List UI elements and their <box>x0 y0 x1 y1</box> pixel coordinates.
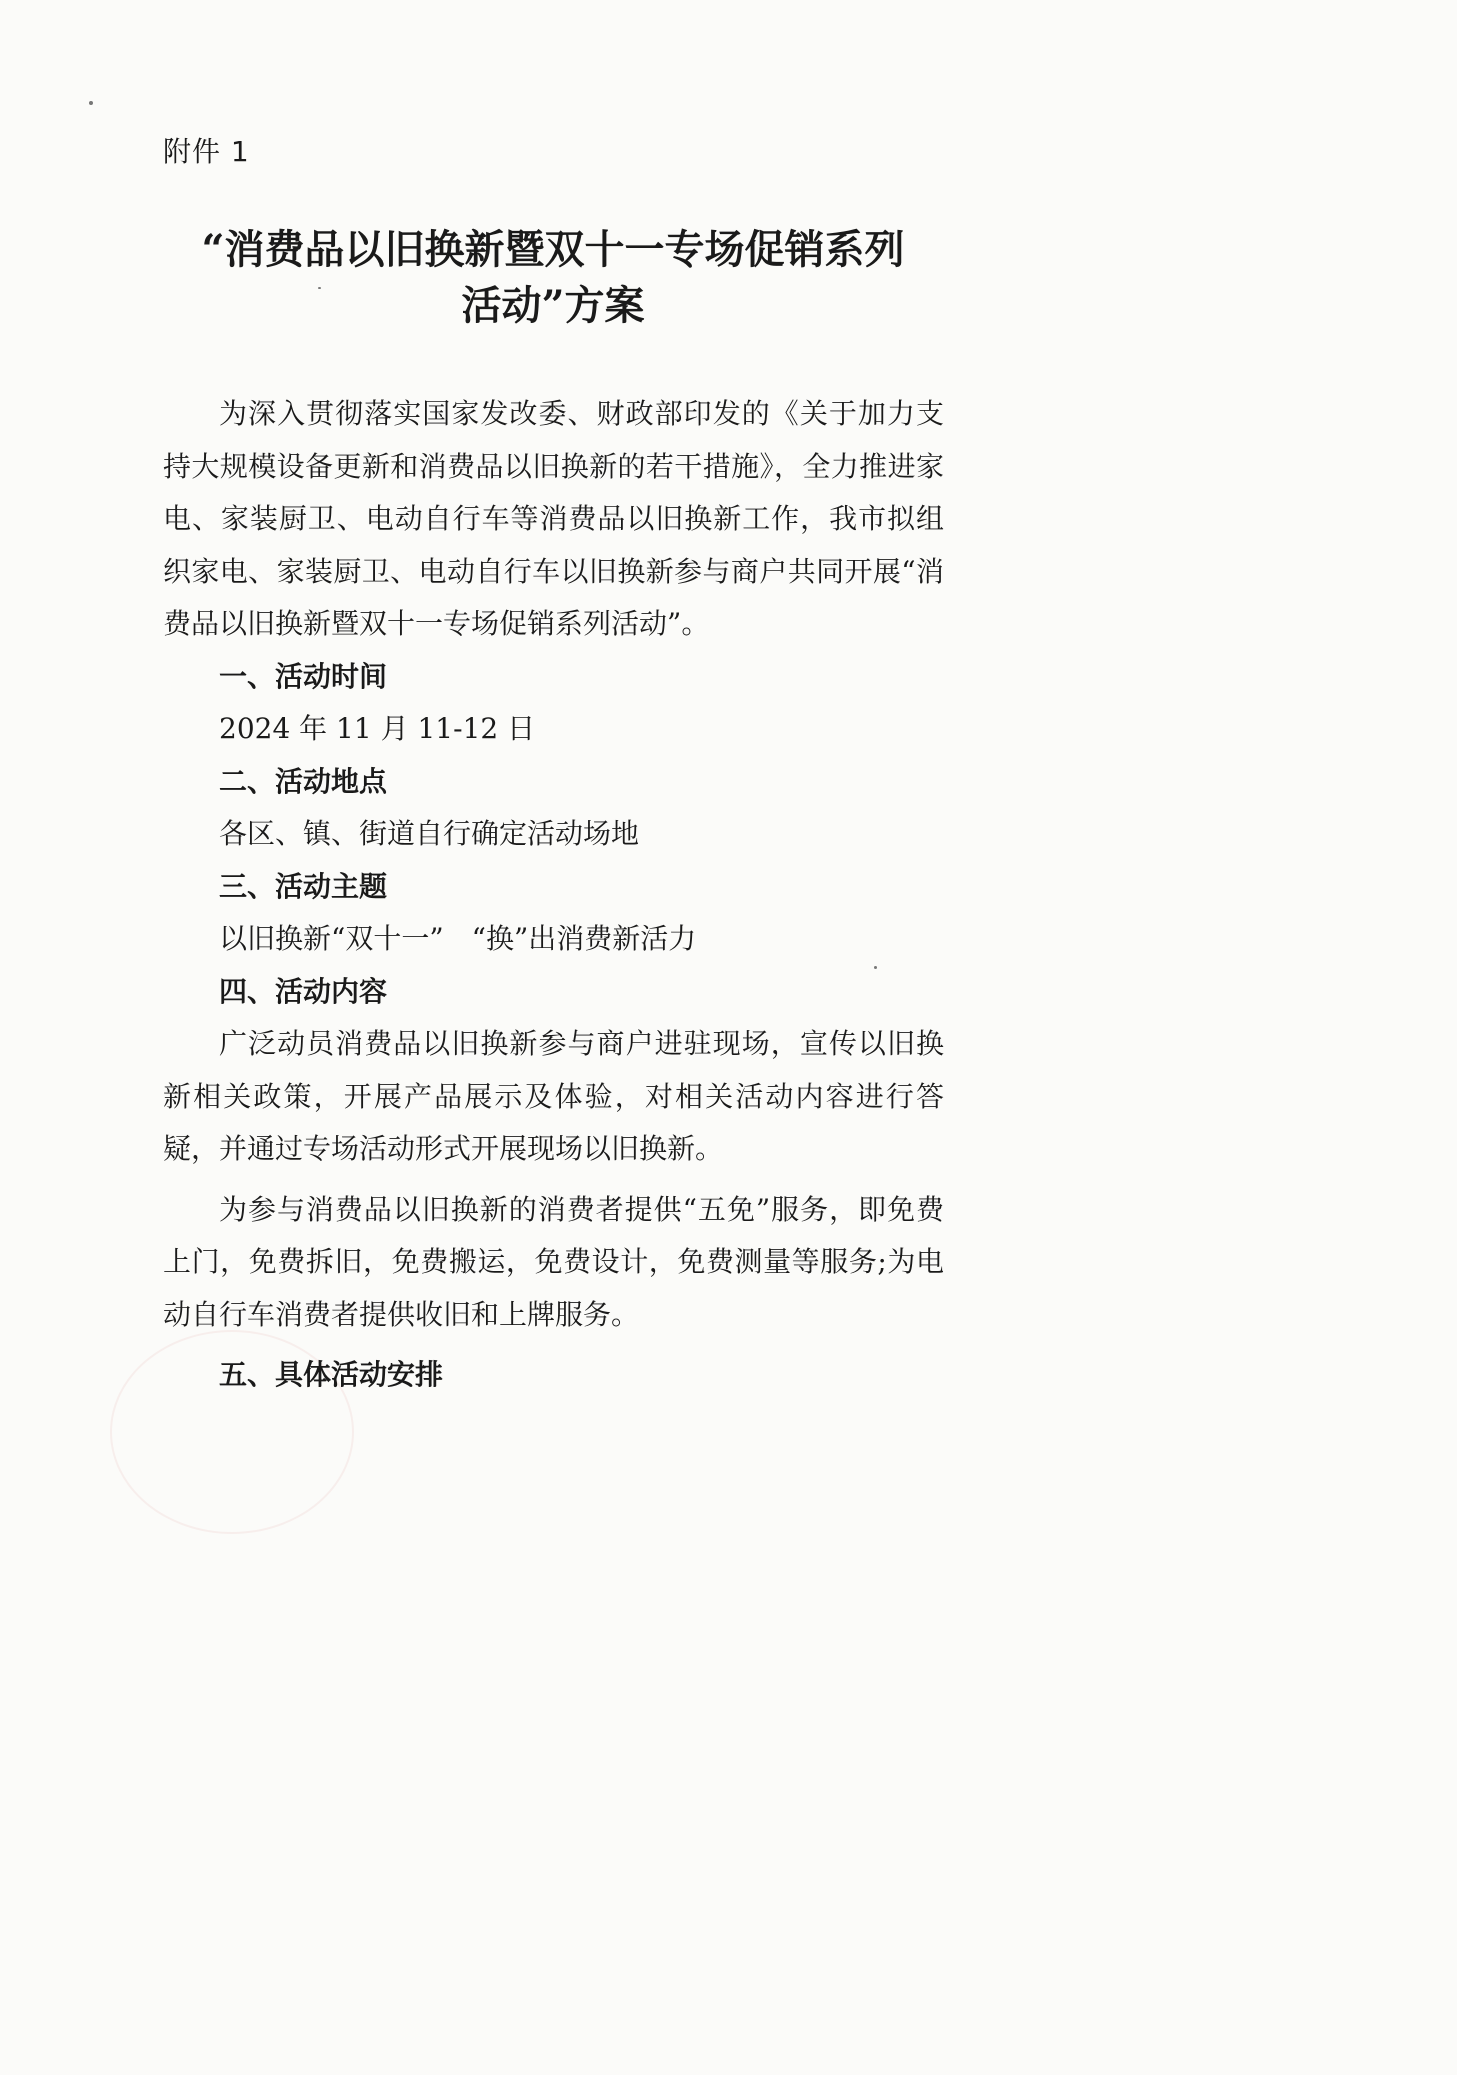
section-text-location: 各区、镇、街道自行确定活动场地 <box>219 817 640 850</box>
intro-paragraph: 为深入贯彻落实国家发改委、财政部印发的《关于加力支持大规模设备更新和消费品以旧换新的若干措施》，全力推进家电、家装厨卫、电动自行车等消费品以旧换新工作，我市拟组织家电、家装厨卫、电动自行车以旧换新参与商户共同开展“消费品以旧换新暨双十一专场促销系列活动”。 <box>163 397 944 640</box>
section-heading-content: 四、活动内容 <box>219 974 388 1008</box>
section-heading-arrangement: 五、具体活动安排 <box>219 1358 444 1391</box>
title-line-1: “消费品以旧换新暨双十一专场促销系列 <box>201 226 905 273</box>
document-title <box>120 222 986 334</box>
content-paragraph-1: 广泛动员消费品以旧换新参与商户进驻现场，宣传以旧换新相关政策，开展产品展示及体验，对相关活动内容进行答疑，并通过专场活动形式开展现场以旧换新。 <box>163 1027 944 1165</box>
document-body <box>163 388 944 1402</box>
section-heading-time: 一、活动时间 <box>219 659 388 693</box>
section-text-time: 2024 年 11 月 11-12 日 <box>219 712 536 745</box>
title-line-2: 活动”方案 <box>461 282 645 329</box>
scan-speck <box>89 101 93 105</box>
section-heading-location: 二、活动地点 <box>219 764 388 798</box>
content-paragraph-2: 为参与消费品以旧换新的消费者提供“五免”服务，即免费上门，免费拆旧，免费搬运，免费设计，免费测量等服务;为电动自行车消费者提供收旧和上牌服务。 <box>163 1192 944 1331</box>
section-heading-theme: 三、活动主题 <box>219 869 388 903</box>
attachment-label: 附件 1 <box>163 135 250 168</box>
section-text-theme: 以旧换新“双十一” “换”出消费新活力 <box>219 922 697 955</box>
